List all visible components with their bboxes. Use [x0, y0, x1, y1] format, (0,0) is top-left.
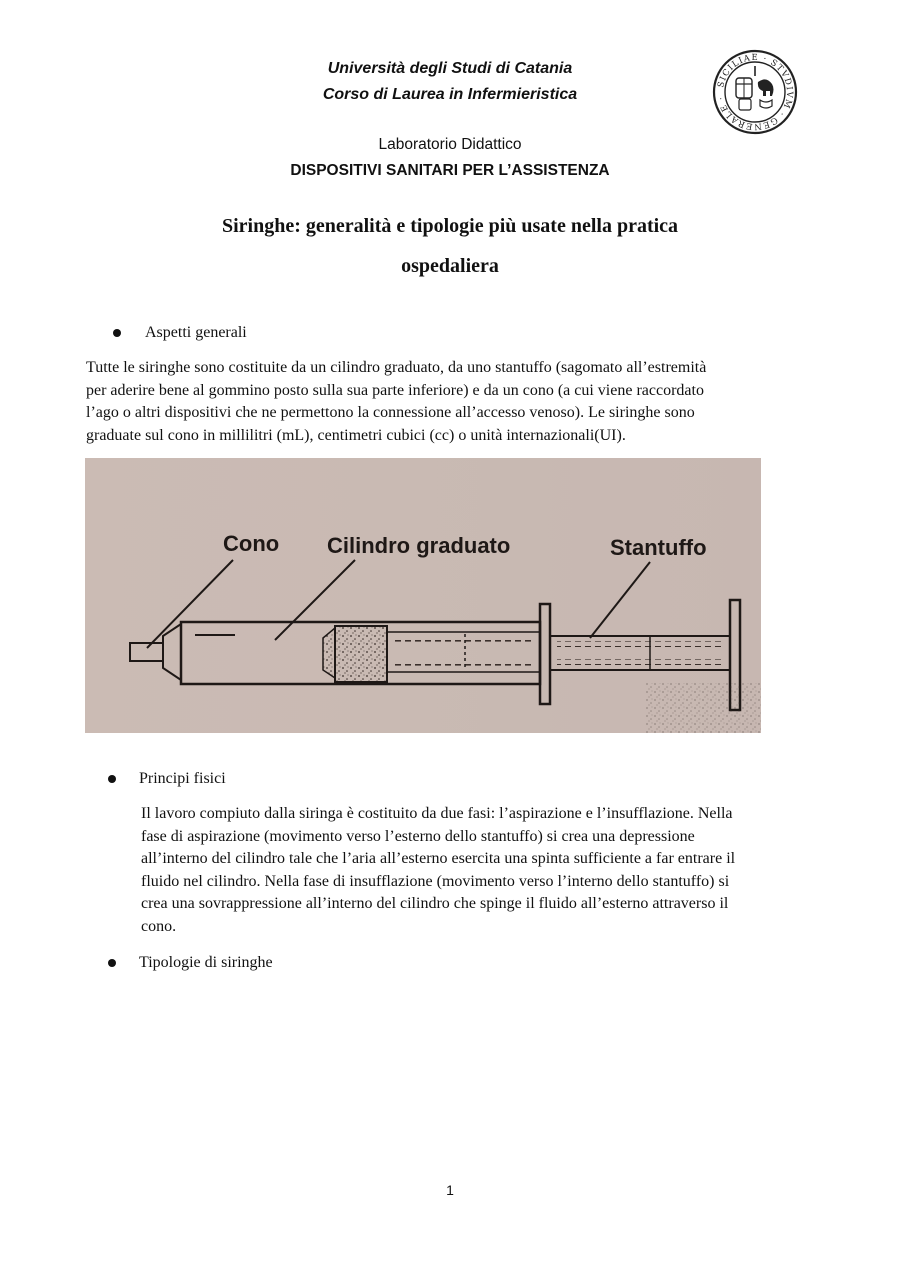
bullet-icon: [108, 959, 116, 967]
plunger-seal: [335, 626, 387, 682]
paragraph-line: graduate sul cono in millilitri (mL), centimetri cubici (cc) o unità internazionali(UI).: [86, 426, 626, 444]
label-cilindro-graduato: Cilindro graduato: [327, 533, 511, 558]
section-heading-label: Principi fisici: [139, 770, 226, 787]
paragraph-line: per aderire bene al gommino posto sulla sua parte inferiore) e da un cono (a cui viene raccordato: [86, 381, 704, 399]
paragraph-line: all’interno del cilindro tale che l’aria all’esterno esercita una spinta sufficiente a far entrare il: [141, 850, 736, 867]
subject-name: DISPOSITIVI SANITARI PER L’ASSISTENZA: [290, 162, 610, 179]
document-title: [0, 206, 900, 286]
syringe-tip: [130, 643, 163, 661]
paragraph-line: Tutte le siringhe sono costituite da un cilindro graduato, da uno stantuffo (sagomato all’estremità: [86, 359, 707, 376]
paragraph-line: fase di aspirazione (movimento verso l’esterno dello stantuffo) si crea una depressione: [141, 827, 695, 845]
syringe-cone: [163, 624, 181, 680]
lab-header: [0, 132, 900, 184]
leader-line-stantuffo: [590, 562, 650, 638]
label-stantuffo: Stantuffo: [610, 535, 707, 560]
section-heading-label: Tipologie di siringhe: [139, 954, 273, 971]
barrel-flange: [540, 604, 550, 704]
bullet-icon: [108, 775, 116, 783]
bullet-icon: [113, 329, 121, 337]
paragraph-aspetti-generali: [86, 357, 826, 447]
page-number: 1: [446, 1182, 454, 1198]
section-heading-tipologie: [108, 952, 273, 974]
university-name: Università degli Studi di Catania: [327, 60, 573, 77]
title-line-2: ospedaliera: [401, 255, 499, 277]
label-cono: Cono: [223, 531, 280, 556]
title-line-1: Siringhe: generalità e tipologie più usate nella pratica: [221, 215, 679, 237]
section-heading-label: Aspetti generali: [145, 324, 247, 341]
university-seal-icon: [711, 48, 799, 136]
lab-name: Laboratorio Didattico: [378, 136, 522, 153]
paragraph-line: crea una sovrappressione all’interno del cilindro che spinge il fluido all’esterno attraverso il: [141, 895, 729, 912]
syringe-diagram: [85, 458, 761, 733]
section-heading-principi-fisici: [108, 768, 226, 790]
course-name: Corso di Laurea in Infermieristica: [322, 86, 578, 103]
paragraph-principi-fisici: [141, 803, 831, 938]
paragraph-line: fluido nel cilindro. Nella fase di insufflazione (movimento verso l’interno dello stantuffo) si: [141, 872, 730, 890]
paragraph-line: cono.: [141, 917, 177, 935]
svg-text:SICILIAE · STVDIVM · GENERALE: SICILIAE · STVDIVM · GENERALE ·: [716, 52, 795, 132]
paragraph-line: Il lavoro compiuto dalla siringa è costituito da due fasi: l’aspirazione e l’insufflazione. Nella: [141, 805, 733, 822]
section-heading-aspetti-generali: [113, 322, 247, 344]
paragraph-line: l’ago o altri dispositivi che ne permettono la connessione all’accesso venoso). Le siringhe sono: [86, 404, 695, 421]
